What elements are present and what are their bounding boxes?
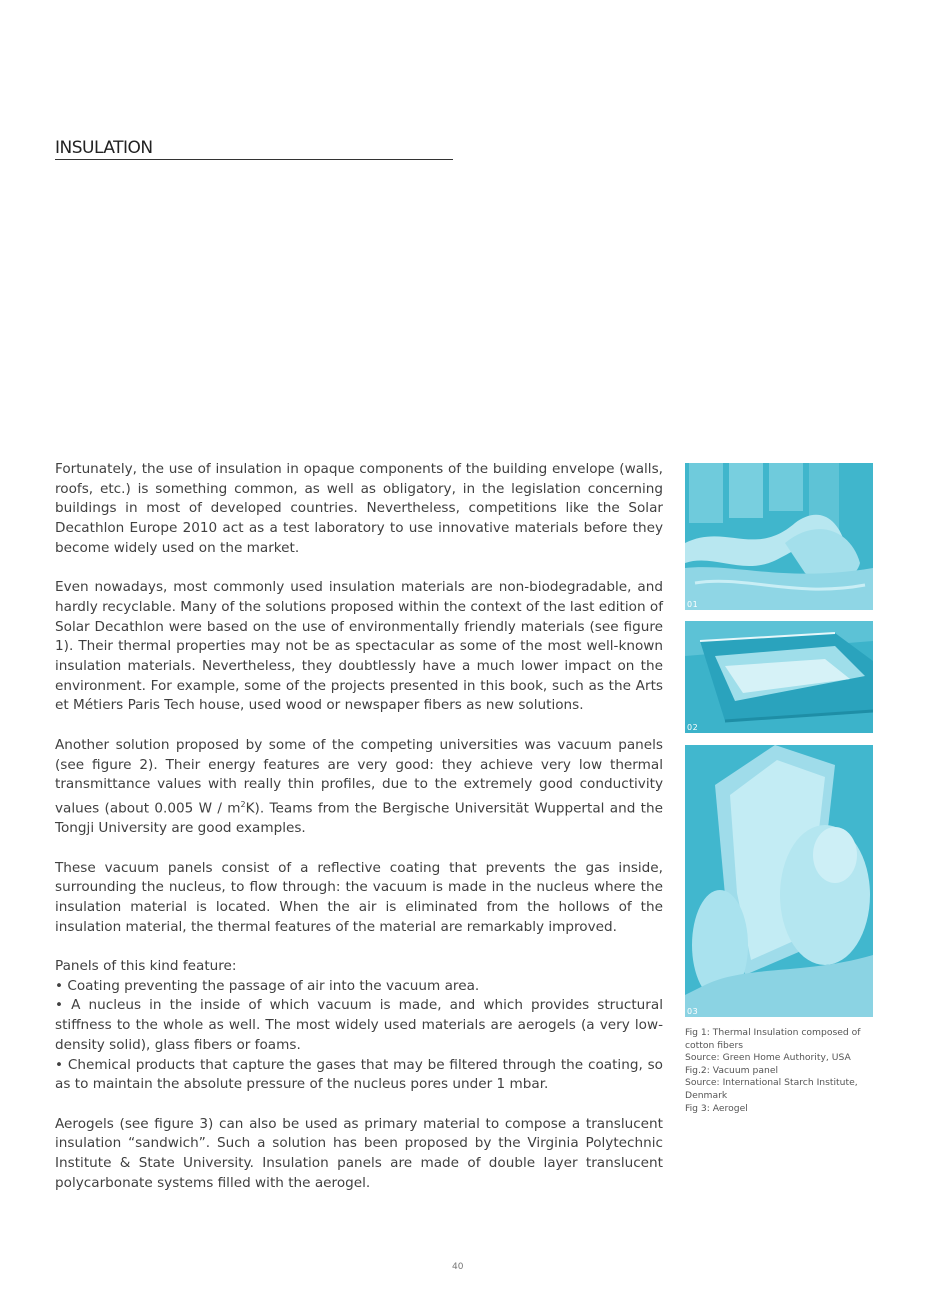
paragraph-6: Aerogels (see figure 3) can also be used as primary material to compose a translucent insulation “sandwich”. Such a solution has been proposed by the Virginia Polytechnic Institute & State University. Insulation panels are made of double layer translucent polycarbonate systems filled with the aerogel.	[55, 1115, 663, 1191]
body-text	[55, 460, 663, 1213]
figure-1-number: 01	[687, 600, 699, 609]
paragraph-3-text-b: K). Teams from the Bergische Universität Wuppertal and the Tongji University are good examples.	[55, 800, 663, 837]
caption-fig3: Fig 3: Aerogel	[685, 1102, 748, 1114]
section-heading: INSULATION	[55, 138, 453, 160]
bullet-item-2: • A nucleus in the inside of which vacuum is made, and which provides structural stiffness to the whole as well. The most widely used materials are aerogels (a very low-density solid), glass fibers or foams.	[55, 997, 663, 1053]
aerogel-image	[685, 745, 873, 1017]
paragraph-2: Even nowadays, most commonly used insulation materials are non-biodegradable, and hardly recyclable. Many of the solutions proposed within the context of the last edition of Solar Decathlon were based on the use of environmentally friendly materials (see figure 1). Their thermal properties may not be as spectacular as some of the most well-known insulation materials. Nevertheless, they doubtlessly have a much lower impact on the environment. For example, some of the projects presented in this book, such as the Arts et Métiers Paris Tech house, used wood or newspaper fibers as new solutions.	[55, 579, 664, 714]
bullet-item-3: • Chemical products that capture the gases that may be filtered through the coating, so as to maintain the absolute pressure of the nucleus pores under 1 mbar.	[55, 1056, 663, 1093]
list-intro: Panels of this kind feature:	[55, 958, 237, 975]
superscript-2: 2	[240, 799, 246, 809]
figure-3-number: 03	[687, 1007, 699, 1016]
vacuum-panel-image	[685, 621, 873, 733]
caption-fig2: Fig.2: Vacuum panel	[685, 1064, 779, 1076]
figure-3-aerogel	[685, 745, 873, 1017]
cotton-fiber-image	[685, 463, 873, 610]
caption-source-1: Source: Green Home Authority, USA	[685, 1052, 851, 1064]
caption-source-2: Source: International Starch Institute, Denmark	[685, 1077, 858, 1101]
paragraph-3	[55, 736, 663, 839]
caption-fig1: Fig 1: Thermal Insulation composed of cotton fibers	[685, 1027, 861, 1051]
paragraph-1: Fortunately, the use of insulation in opaque components of the building envelope (walls, roofs, etc.) is something common, as well as obligatory, in the legislation concerning buildings in most of developed countries. Nevertheless, competitions like the Solar Decathlon Europe 2010 act as a test laboratory to use innovative materials before they become widely used on the market.	[55, 461, 663, 556]
page-number: 40	[452, 1262, 464, 1272]
paragraph-4: These vacuum panels consist of a reflective coating that prevents the gas inside, surrounding the nucleus, to flow through: the vacuum is made in the nucleus where the insulation material is located. When the air is eliminated from the hollows of the insulation material, the thermal features of the material are remarkably improved.	[55, 859, 663, 935]
figure-2-number: 02	[687, 723, 699, 732]
figure-1-cotton-insulation	[685, 463, 873, 610]
bullet-item-1: • Coating preventing the passage of air into the vacuum area.	[55, 977, 480, 994]
paragraph-3-text-a: Another solution proposed by some of the competing universities was vacuum panels (see figure 2). Their energy features are very good: they achieve very low thermal transmittance values with really thin profiles, due to the extremely good conductivity values (about 0.005 W / m	[55, 736, 663, 817]
figure-captions	[685, 1027, 875, 1115]
figure-2-vacuum-panel	[685, 621, 873, 733]
